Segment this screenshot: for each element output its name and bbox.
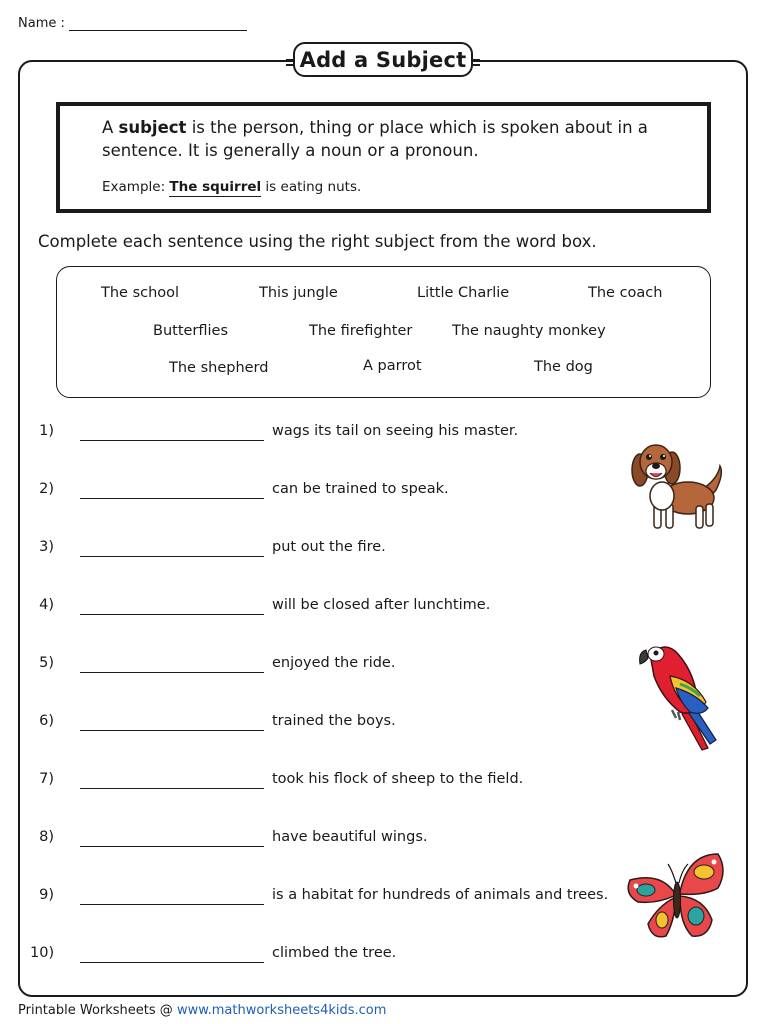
example-label: Example: [102, 179, 170, 195]
question-number: 1) [39, 423, 54, 439]
definition-text [102, 116, 682, 162]
question-text: took his flock of sheep to the field. [272, 771, 524, 787]
word-box [56, 266, 711, 398]
footer-link[interactable]: www.mathworksheets4kids.com [176, 1003, 387, 1018]
name-field [18, 14, 247, 31]
answer-blank[interactable] [80, 556, 264, 557]
word-box-item: This jungle [259, 285, 338, 301]
question-text: will be closed after lunchtime. [272, 597, 491, 613]
answer-blank[interactable] [80, 730, 264, 731]
word-box-item: The naughty monkey [452, 323, 606, 339]
definition-example [102, 179, 707, 195]
question-text: put out the fire. [272, 539, 386, 555]
answer-blank[interactable] [80, 962, 264, 963]
question-number: 9) [39, 887, 54, 903]
instruction-text: Complete each sentence using the right subject from the word box. [38, 232, 597, 251]
question-text: can be trained to speak. [272, 481, 449, 497]
example-subject: The squirrel [169, 179, 262, 195]
footer-label: Printable Worksheets @ [18, 1003, 177, 1018]
question-number: 2) [39, 481, 54, 497]
word-box-item: Little Charlie [417, 285, 510, 301]
answer-blank[interactable] [80, 846, 264, 847]
butterfly-illustration [624, 850, 730, 944]
question-text: enjoyed the ride. [272, 655, 396, 671]
question-number: 8) [39, 829, 54, 845]
question-number: 5) [39, 655, 54, 671]
dog-illustration [626, 438, 726, 536]
question-number: 3) [39, 539, 54, 555]
question-number: 7) [39, 771, 54, 787]
answer-blank[interactable] [80, 498, 264, 499]
word-box-item: Butterflies [153, 323, 229, 339]
question-text: wags its tail on seeing his master. [272, 423, 519, 439]
word-box-item: The dog [534, 359, 593, 375]
question-number: 10) [30, 945, 55, 961]
question-number: 4) [39, 597, 54, 613]
question-text: trained the boys. [272, 713, 396, 729]
question-text: have beautiful wings. [272, 829, 428, 845]
word-box-item: The coach [588, 285, 663, 301]
question-text: climbed the tree. [272, 945, 397, 961]
question-text: is a habitat for hundreds of animals and trees. [272, 887, 609, 903]
name-input-line[interactable] [69, 14, 247, 31]
answer-blank[interactable] [80, 672, 264, 673]
answer-blank[interactable] [80, 614, 264, 615]
answer-blank[interactable] [80, 440, 264, 441]
word-box-item: The shepherd [169, 360, 269, 376]
example-rest: is eating nuts. [261, 179, 362, 195]
word-box-item: A parrot [363, 358, 422, 374]
definition-term: subject [118, 118, 187, 137]
definition-post: is the person, thing or place which is spoken about in a sentence. It is generally a noun or a pronoun. [102, 118, 648, 160]
definition-pre: A [102, 118, 119, 137]
definition-box [56, 102, 711, 213]
question-number: 6) [39, 713, 54, 729]
word-box-item: The school [101, 285, 180, 301]
answer-blank[interactable] [80, 904, 264, 905]
name-label: Name : [18, 16, 65, 31]
parrot-illustration [636, 636, 720, 752]
word-box-item: The firefighter [309, 323, 413, 339]
worksheet-title: Add a Subject [293, 42, 473, 77]
footer [18, 1003, 386, 1018]
answer-blank[interactable] [80, 788, 264, 789]
